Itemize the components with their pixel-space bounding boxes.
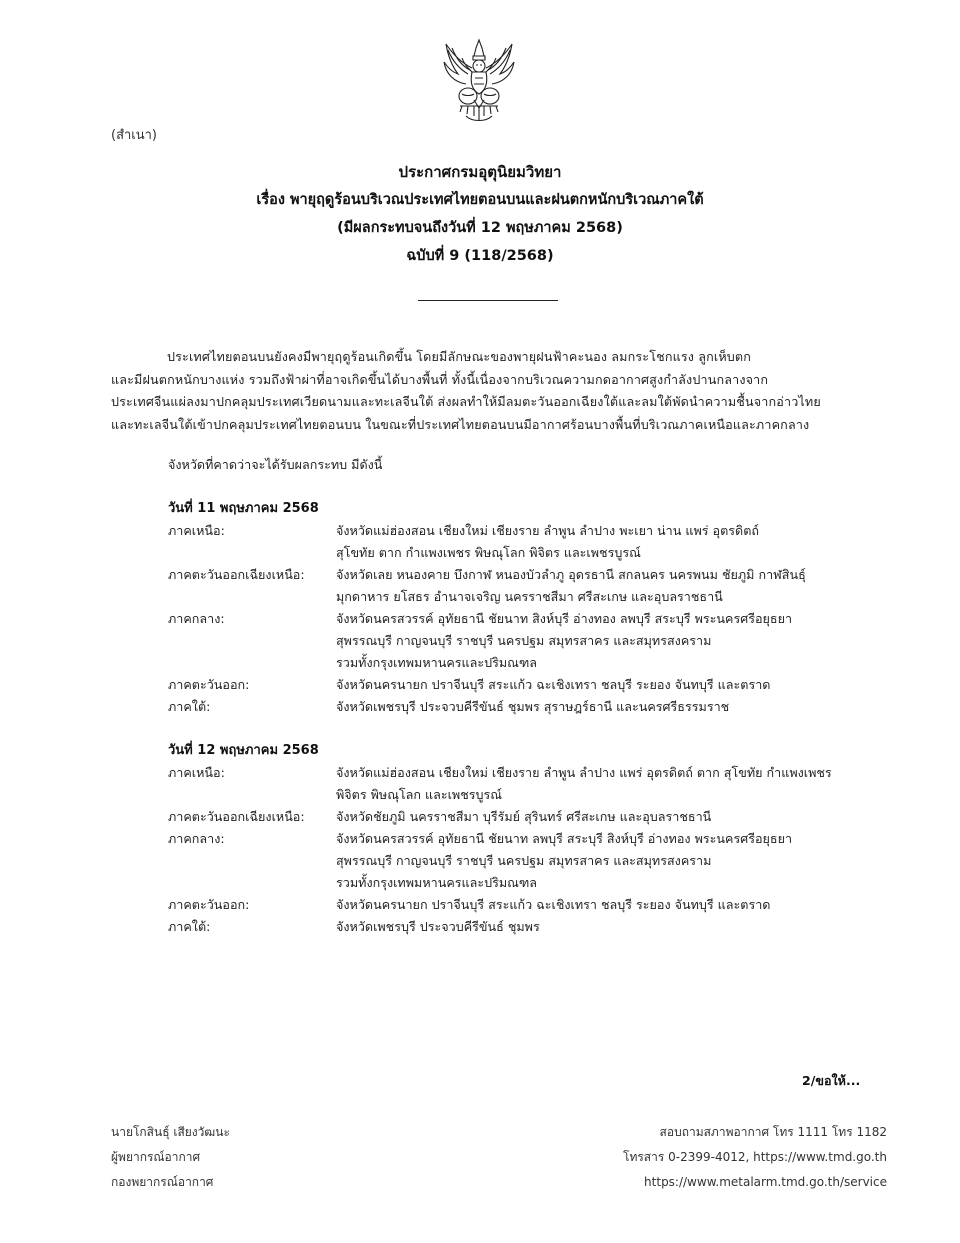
day-block-11-may [168, 498, 888, 718]
issue-number: ฉบับที่ 9 (118/2568) [406, 248, 554, 264]
region-row-south [168, 916, 888, 938]
region-label: ภาคตะวันออก: [168, 897, 250, 912]
signature-block [111, 1120, 230, 1195]
document-header [0, 158, 960, 270]
region-provinces [336, 894, 888, 916]
region-provinces [336, 564, 888, 608]
province-line: สุพรรณบุรี กาญจนบุรี ราชบุรี นครปฐม สมุทรสาคร และสมุทรสงคราม [336, 633, 712, 648]
continued-marker: 2/ขอให้... [802, 1073, 861, 1088]
region-label: ภาคเหนือ: [168, 523, 225, 538]
region-row-northeast [168, 564, 888, 608]
province-line: จังหวัดชัยภูมิ นครราชสีมา บุรีรัมย์ สุรินทร์ ศรีสะเกษ และอุบลราชธานี [336, 809, 712, 824]
body-line: และทะเลจีนใต้เข้าปกคลุมประเทศไทยตอนบน ในขณะที่ประเทศไทยตอนบนมีอากาศร้อนบางพื้นที่บริเวณภาคเหนือและภาคกลาง [111, 416, 810, 432]
signer-division: กองพยากรณ์อากาศ [111, 1175, 214, 1189]
province-line: จังหวัดเพชรบุรี ประจวบคีรีขันธ์ ชุมพร สุราษฎร์ธานี และนครศรีธรรมราช [336, 699, 730, 714]
region-provinces [336, 916, 888, 938]
region-provinces [336, 806, 888, 828]
region-provinces [336, 674, 888, 696]
region-provinces [336, 608, 888, 674]
region-label: ภาคตะวันออกเฉียงเหนือ: [168, 809, 305, 824]
province-line: รวมทั้งกรุงเทพมหานครและปริมณฑล [336, 875, 538, 890]
province-line: จังหวัดนครนายก ปราจีนบุรี สระแก้ว ฉะเชิงเทรา ชลบุรี ระยอง จันทบุรี และตราด [336, 677, 771, 692]
region-label: ภาคตะวันออกเฉียงเหนือ: [168, 567, 305, 582]
day-title: วันที่ 11 พฤษภาคม 2568 [168, 501, 319, 516]
region-label: ภาคใต้: [168, 919, 211, 934]
province-line: สุโขทัย ตาก กำแพงเพชร พิษณุโลก พิจิตร และเพชรบูรณ์ [336, 545, 641, 560]
region-provinces [336, 696, 888, 718]
region-label: ภาคใต้: [168, 699, 211, 714]
province-line: สุพรรณบุรี กาญจนบุรี ราชบุรี นครปฐม สมุทรสาคร และสมุทรสงคราม [336, 853, 712, 868]
region-label: ภาคเหนือ: [168, 765, 225, 780]
body-paragraph [111, 346, 863, 436]
province-line: รวมทั้งกรุงเทพมหานครและปริมณฑล [336, 655, 538, 670]
document-title: ประกาศกรมอุตุนิยมวิทยา [398, 163, 562, 181]
contact-phone: สอบถามสภาพอากาศ โทร 1111 โทร 1182 [659, 1125, 887, 1139]
affected-provinces-intro: จังหวัดที่คาดว่าจะได้รับผลกระทบ มีดังนี้ [168, 457, 383, 472]
body-line: ประเทศไทยตอนบนยังคงมีพายุฤดูร้อนเกิดขึ้น โดยมีลักษณะของพายุฝนฟ้าคะนอง ลมกระโชกแรง ลูกเห็บตก [167, 349, 752, 364]
region-row-northeast [168, 806, 888, 828]
province-line: จังหวัดนครสวรรค์ อุทัยธานี ชัยนาท สิงห์บุรี อ่างทอง ลพบุรี สระบุรี พระนครศรีอยุธยา [336, 611, 793, 626]
contact-block [623, 1120, 887, 1195]
header-divider [418, 300, 558, 301]
region-provinces [336, 520, 888, 564]
region-provinces [336, 762, 888, 806]
document-subject: เรื่อง พายุฤดูร้อนบริเวณประเทศไทยตอนบนและฝนตกหนักบริเวณภาคใต้ [256, 192, 704, 208]
signer-position: ผู้พยากรณ์อากาศ [111, 1150, 201, 1164]
garuda-emblem-icon [438, 38, 520, 124]
region-row-south [168, 696, 888, 718]
body-line: ประเทศจีนแผ่ลงมาปกคลุมประเทศเวียดนามและทะเลจีนใต้ ส่งผลทำให้มีลมตะวันออกเฉียงใต้และลมใต้พัดนำความชื้นจากอ่าวไทย [111, 394, 821, 409]
day-title: วันที่ 12 พฤษภาคม 2568 [168, 743, 319, 758]
province-line: จังหวัดนครนายก ปราจีนบุรี สระแก้ว ฉะเชิงเทรา ชลบุรี ระยอง จันทบุรี และตราด [336, 897, 771, 912]
province-line: พิจิตร พิษณุโลก และเพชรบูรณ์ [336, 787, 502, 802]
province-line: จังหวัดเลย หนองคาย บึงกาฬ หนองบัวลำภู อุดรธานี สกลนคร นครพนม ชัยภูมิ กาฬสินธุ์ [336, 567, 806, 582]
region-label: ภาคกลาง: [168, 831, 225, 846]
day-block-12-may [168, 740, 888, 938]
service-url-link[interactable]: https://www.metalarm.tmd.go.th/service [644, 1175, 887, 1189]
region-row-north [168, 520, 888, 564]
province-line: จังหวัดแม่ฮ่องสอน เชียงใหม่ เชียงราย ลำพูน ลำปาง พะเยา น่าน แพร่ อุตรดิตถ์ [336, 523, 759, 538]
region-row-central [168, 608, 888, 674]
effective-date: (มีผลกระทบจนถึงวันที่ 12 พฤษภาคม 2568) [337, 220, 623, 236]
province-line: มุกดาหาร ยโสธร อำนาจเจริญ นครราชสีมา ศรีสะเกษ และอุบลราชธานี [336, 589, 723, 604]
contact-fax-website[interactable]: โทรสาร 0-2399-4012, https://www.tmd.go.th [623, 1150, 887, 1164]
copy-mark: (สำเนา) [111, 128, 158, 143]
province-line: จังหวัดแม่ฮ่องสอน เชียงใหม่ เชียงราย ลำพูน ลำปาง แพร่ อุตรดิตถ์ ตาก สุโขทัย กำแพงเพชร [336, 765, 832, 780]
region-row-east [168, 894, 888, 916]
province-line: จังหวัดเพชรบุรี ประจวบคีรีขันธ์ ชุมพร [336, 919, 540, 934]
province-line: จังหวัดนครสวรรค์ อุทัยธานี ชัยนาท ลพบุรี สระบุรี สิงห์บุรี อ่างทอง พระนครศรีอยุธยา [336, 831, 793, 846]
region-label: ภาคตะวันออก: [168, 677, 250, 692]
region-row-east [168, 674, 888, 696]
region-provinces [336, 828, 888, 894]
region-row-north [168, 762, 888, 806]
signer-name: นายโกสินธุ์ เสียงวัฒนะ [111, 1125, 230, 1139]
body-line: และมีฝนตกหนักบางแห่ง รวมถึงฟ้าผ่าที่อาจเกิดขึ้นได้บางพื้นที่ ทั้งนี้เนื่องจากบริเวณความกดอากาศสูงกำลังปานกลางจาก [111, 371, 769, 387]
region-row-central [168, 828, 888, 894]
region-label: ภาคกลาง: [168, 611, 225, 626]
